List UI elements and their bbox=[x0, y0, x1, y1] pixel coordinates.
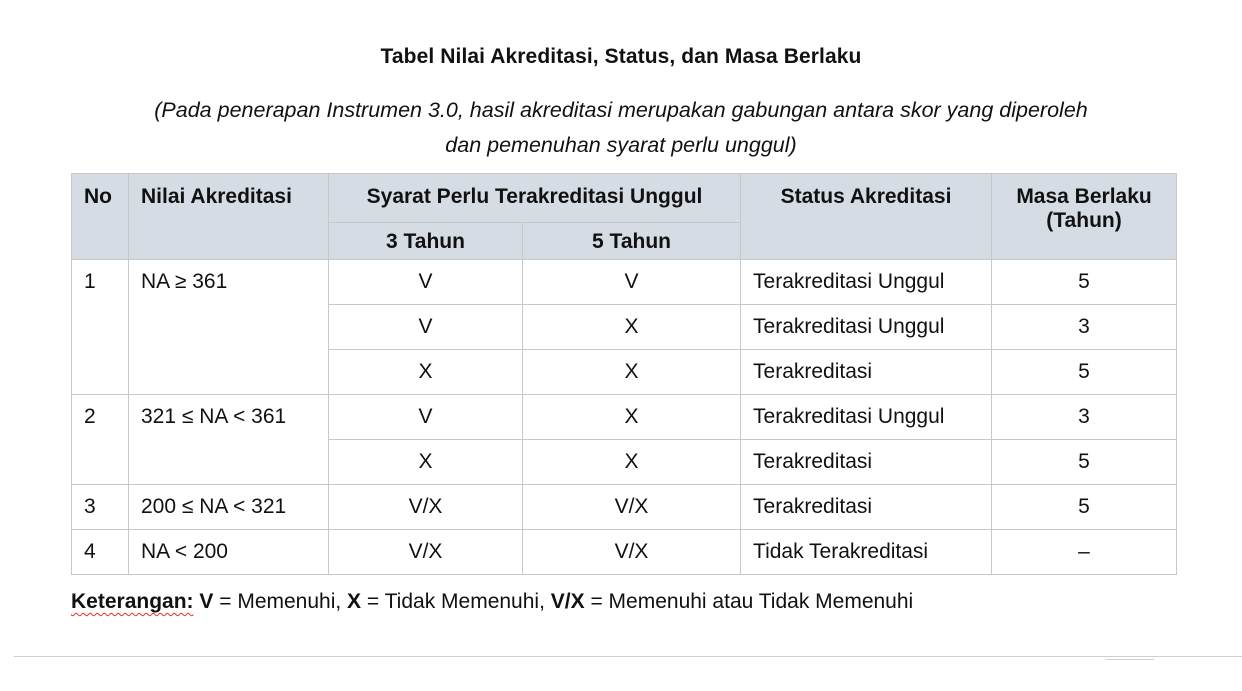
bottom-divider bbox=[14, 656, 1242, 657]
legend-vx-text: = Memenuhi atau Tidak Memenuhi bbox=[584, 590, 914, 613]
cell-3-tahun: X bbox=[329, 350, 523, 395]
accreditation-table bbox=[71, 173, 1177, 575]
cell-no: 3 bbox=[72, 485, 129, 530]
cell-status: Terakreditasi bbox=[741, 440, 992, 485]
header-3-tahun: 3 Tahun bbox=[329, 223, 523, 260]
cell-status: Tidak Terakreditasi bbox=[741, 530, 992, 575]
cell-5-tahun: X bbox=[523, 440, 741, 485]
cell-masa: – bbox=[992, 530, 1177, 575]
cell-no: 2 bbox=[72, 395, 129, 485]
cell-3-tahun: V/X bbox=[329, 485, 523, 530]
header-syarat-unggul: Syarat Perlu Terakreditasi Unggul bbox=[329, 174, 741, 223]
subtitle-line-1: (Pada penerapan Instrumen 3.0, hasil akreditasi merupakan gabungan antara skor yang diperoleh bbox=[154, 98, 1088, 122]
cell-3-tahun: V bbox=[329, 395, 523, 440]
cell-5-tahun: V/X bbox=[523, 485, 741, 530]
cell-status: Terakreditasi Unggul bbox=[741, 395, 992, 440]
cell-status: Terakreditasi bbox=[741, 485, 992, 530]
table-row bbox=[72, 395, 1177, 440]
table-row bbox=[72, 530, 1177, 575]
cell-5-tahun: X bbox=[523, 305, 741, 350]
legend-vx-key: V/X bbox=[550, 590, 585, 613]
header-masa-berlaku: Masa Berlaku (Tahun) bbox=[992, 174, 1177, 260]
header-status-akreditasi: Status Akreditasi bbox=[741, 174, 992, 260]
legend-x-key: X bbox=[347, 590, 362, 613]
cell-3-tahun: V bbox=[329, 305, 523, 350]
cell-5-tahun: V bbox=[523, 260, 741, 305]
legend-note bbox=[71, 590, 913, 614]
cell-5-tahun: V/X bbox=[523, 530, 741, 575]
cell-masa: 3 bbox=[992, 395, 1177, 440]
cell-5-tahun: X bbox=[523, 350, 741, 395]
cell-masa: 5 bbox=[992, 260, 1177, 305]
table-row bbox=[72, 485, 1177, 530]
legend-x-text: = Tidak Memenuhi, bbox=[361, 590, 551, 613]
cell-nilai: NA < 200 bbox=[129, 530, 329, 575]
cell-masa: 5 bbox=[992, 440, 1177, 485]
cell-status: Terakreditasi Unggul bbox=[741, 305, 992, 350]
legend-label: Keterangan: bbox=[71, 590, 194, 613]
cell-no: 4 bbox=[72, 530, 129, 575]
cell-5-tahun: X bbox=[523, 395, 741, 440]
header-nilai-akreditasi: Nilai Akreditasi bbox=[129, 174, 329, 260]
header-no: No bbox=[72, 174, 129, 260]
cell-masa: 5 bbox=[992, 350, 1177, 395]
cell-masa: 5 bbox=[992, 485, 1177, 530]
cell-3-tahun: V/X bbox=[329, 530, 523, 575]
cell-nilai: 321 ≤ NA < 361 bbox=[129, 395, 329, 485]
cell-status: Terakreditasi bbox=[741, 350, 992, 395]
legend-v-text: = Memenuhi, bbox=[213, 590, 348, 613]
cell-masa: 3 bbox=[992, 305, 1177, 350]
cell-no: 1 bbox=[72, 260, 129, 395]
subtitle-line-2: dan pemenuhan syarat perlu unggul) bbox=[445, 133, 797, 157]
legend-v-key: V bbox=[199, 590, 214, 613]
table-row bbox=[72, 260, 1177, 305]
cell-nilai: 200 ≤ NA < 321 bbox=[129, 485, 329, 530]
header-5-tahun: 5 Tahun bbox=[523, 223, 741, 260]
table-title: Tabel Nilai Akreditasi, Status, dan Masa Berlaku bbox=[380, 45, 862, 68]
cell-nilai: NA ≥ 361 bbox=[129, 260, 329, 395]
cell-3-tahun: X bbox=[329, 440, 523, 485]
cell-3-tahun: V bbox=[329, 260, 523, 305]
bottom-divider-tick bbox=[1106, 659, 1154, 660]
table-subtitle bbox=[0, 93, 1242, 163]
cell-status: Terakreditasi Unggul bbox=[741, 260, 992, 305]
